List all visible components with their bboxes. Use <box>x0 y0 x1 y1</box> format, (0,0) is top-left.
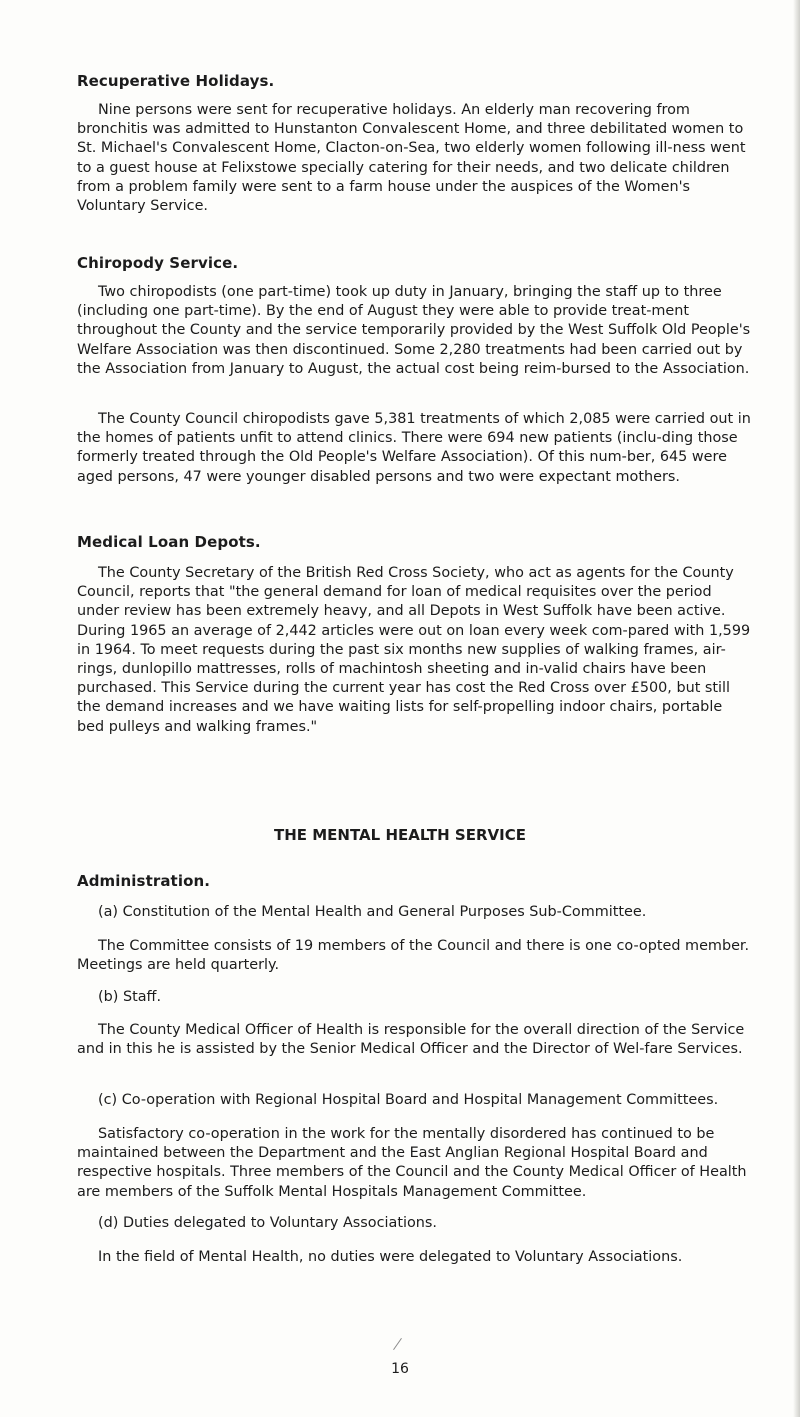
item-d-heading: (d) Duties delegated to Voluntary Associations. <box>98 1215 437 1231</box>
page-edge-shadow <box>793 0 800 1417</box>
chiropody-paragraph-1: Two chiropodists (one part-time) took up duty in January, bringing the staff up to three (including one part-time). By the end of August they were able to provide treat-ment throughout the County and the service temporarily provided by the West Suffolk Old People's Welfare Association was then discontinued. Some 2,280 treatments had been carried out by the Association from January to August, the actual cost being reim-bursed to the Association. <box>77 284 751 377</box>
mental-health-title: THE MENTAL HEALTH SERVICE <box>274 826 526 844</box>
item-d-paragraph: In the field of Mental Health, no duties were delegated to Voluntary Associations. <box>98 1249 683 1265</box>
item-a-paragraph: The Committee consists of 19 members of the Council and there is one co-opted member. Meetings are held quarterly. <box>77 938 750 974</box>
recuperative-paragraph: Nine persons were sent for recuperative holidays. An elderly man recovering from bronchitis was admitted to Hunstanton Convalescent Home, and three debilitated women to St. Michael's Convalescent Home, Clacton-on-Sea, two elderly women following ill-ness went to a guest house at Felixstowe specially catering for their needs, and two delicate children from a problem family were sent to a farm house under the auspices of the Women's Voluntary Service. <box>77 102 746 215</box>
item-b-heading: (b) Staff. <box>98 989 162 1005</box>
item-a-heading: (a) Constitution of the Mental Health and General Purposes Sub-Committee. <box>98 904 647 920</box>
item-c-paragraph: Satisfactory co-operation in the work for the mentally disordered has continued to be maintained between the Department and the East Anglian Regional Hospital Board and respective hospitals. Three members of the Council and the County Medical Officer of Health are members of the Suffolk Mental Hospitals Management Committee. <box>77 1126 747 1200</box>
page-number: 16 <box>391 1361 409 1377</box>
pencil-mark <box>393 1338 402 1350</box>
item-c-heading: (c) Co-operation with Regional Hospital Board and Hospital Management Committees. <box>98 1092 719 1108</box>
chiropody-paragraph-2: The County Council chiropodists gave 5,381 treatments of which 2,085 were carried out in the homes of patients unfit to attend clinics. There were 694 new patients (inclu-ding those formerly treated through the Old People's Welfare Association). Of this num-ber, 645 were aged persons, 47 were younger disabled persons and two were expectant mothers. <box>77 411 751 485</box>
medical-loan-heading: Medical Loan Depots. <box>77 533 261 551</box>
medical-loan-paragraph: The County Secretary of the British Red Cross Society, who act as agents for the County Council, reports that "the general demand for loan of medical requisites over the period under review has been extremely heavy, and all Depots in West Suffolk have been active. During 1965 an average of 2,442 articles were out on loan every week com-pared with 1,599 in 1964. To meet requests during the past six months new supplies of walking frames, air-rings, dunlopillo mattresses, rolls of machintosh sheeting and in-valid chairs have been purchased. This Service during the current year has cost the Red Cross over £500, but still the demand increases and we have waiting lists for self-propelling indoor chairs, portable bed pulleys and walking frames." <box>77 565 751 735</box>
administration-heading: Administration. <box>77 872 211 890</box>
item-b-paragraph: The County Medical Officer of Health is responsible for the overall direction of the Service and in this he is assisted by the Senior Medical Officer and the Director of Wel-fare Services. <box>77 1022 745 1058</box>
chiropody-heading: Chiropody Service. <box>77 254 239 272</box>
recuperative-heading: Recuperative Holidays. <box>77 72 275 90</box>
